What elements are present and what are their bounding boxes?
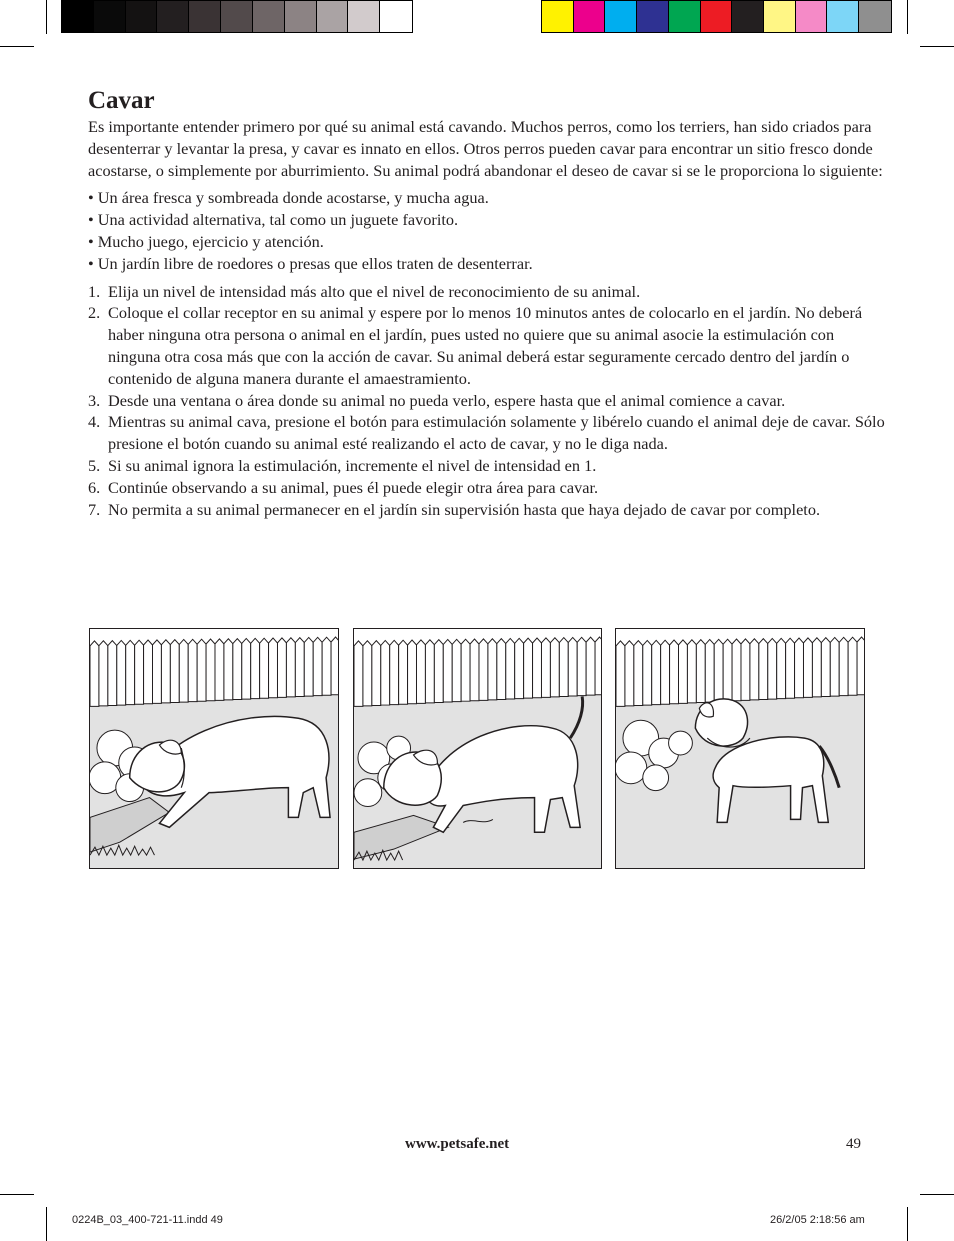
- color-swatch: [764, 1, 796, 32]
- color-swatch: [94, 1, 126, 32]
- color-swatch: [701, 1, 733, 32]
- color-swatch: [126, 1, 158, 32]
- section-heading: Cavar: [88, 87, 155, 114]
- intro-paragraph: Es importante entender primero por qué su animal está cavando. Muchos perros, como los terriers, han sido criados para desenterrar y levantar la presa, y cavar es innato en ellos. Otros perros pueden cavar para encontrar un sitio fresco donde acostarse, o simplemente por aburrimiento. Su animal podrá abandonar el deseo de cavar si se le proporciona lo siguiente:: [88, 117, 883, 180]
- step-number: 6.: [88, 477, 101, 497]
- color-swatch: [542, 1, 574, 32]
- main-content: [88, 116, 888, 520]
- color-swatch: [669, 1, 701, 32]
- color-swatch: [221, 1, 253, 32]
- step-number: 3.: [88, 390, 101, 410]
- crop-mark: [920, 46, 954, 47]
- illustration-dog-stimulated: [353, 628, 602, 869]
- bullet-item: • Un jardín libre de roedores o presas que ellos traten de desenterrar.: [88, 253, 533, 273]
- illustration-dog-stops-digging: [615, 628, 865, 869]
- numbered-steps: [88, 281, 888, 521]
- color-swatch: [827, 1, 859, 32]
- color-swatch: [317, 1, 349, 32]
- color-swatch: [732, 1, 764, 32]
- slug-timestamp: 26/2/05 2:18:56 am: [770, 1214, 865, 1226]
- crop-mark: [907, 0, 908, 34]
- step-text: Elija un nivel de intensidad más alto que el nivel de reconocimiento de su animal.: [108, 281, 641, 301]
- step-number: 7.: [88, 499, 101, 519]
- step-text: Continúe observando a su animal, pues él puede elegir otra área para cavar.: [108, 477, 599, 497]
- step-item: [88, 281, 888, 303]
- step-item: [88, 455, 888, 477]
- color-swatch: [253, 1, 285, 32]
- step-item: [88, 390, 888, 412]
- step-text: Coloque el collar receptor en su animal y espere por lo menos 10 minutos antes de colocarlo en el jardín. No deberá haber ninguna otra persona o animal en el jardín, pues usted no quiere que su animal asocie la estimulación con ninguna otra cosa más que con la acción de cavar. Su animal deberá estar seguramente cercado dentro del jardín o contenido de alguna manera durante el amaestramiento.: [108, 303, 863, 388]
- crop-mark: [46, 1207, 47, 1241]
- color-swatch: [605, 1, 637, 32]
- bullet-item: • Una actividad alternativa, tal como un juguete favorito.: [88, 210, 459, 230]
- step-number: 4.: [88, 412, 101, 432]
- color-swatch: [189, 1, 221, 32]
- step-item: [88, 477, 888, 499]
- page-number: 49: [846, 1136, 861, 1152]
- crop-mark: [907, 1207, 908, 1241]
- bullet-item: • Un área fresca y sombreada donde acostarse, y mucha agua.: [88, 188, 489, 208]
- bullet-item: • Mucho juego, ejercicio y atención.: [88, 231, 324, 251]
- step-text: No permita a su animal permanecer en el jardín sin supervisión hasta que haya dejado de cavar por completo.: [108, 499, 821, 519]
- step-number: 5.: [88, 455, 101, 475]
- crop-mark: [0, 46, 34, 47]
- step-number: 2.: [88, 303, 101, 323]
- color-swatch: [380, 1, 412, 32]
- illustration-dog-digging: [89, 628, 339, 869]
- step-item: [88, 411, 888, 455]
- footer-website: www.petsafe.net: [405, 1136, 510, 1152]
- slug-filename: 0224B_03_400-721-11.indd 49: [72, 1214, 223, 1226]
- crop-mark: [0, 1194, 34, 1195]
- process-color-bar: [541, 0, 892, 33]
- color-swatch: [157, 1, 189, 32]
- crop-mark: [46, 0, 47, 34]
- step-text: Si su animal ignora la estimulación, incremente el nivel de intensidad en 1.: [108, 455, 597, 475]
- step-text: Desde una ventana o área donde su animal no pueda verlo, espere hasta que el animal comience a cavar.: [108, 390, 786, 410]
- step-text: Mientras su animal cava, presione el botón para estimulación solamente y libérelo cuando el animal deje de cavar. Sólo presione el botón cuando su animal esté realizando el acto de cavar, y no le diga nada.: [108, 412, 885, 454]
- color-swatch: [285, 1, 317, 32]
- color-swatch: [859, 1, 891, 32]
- step-item: [88, 302, 888, 389]
- color-swatch: [796, 1, 828, 32]
- crop-mark: [920, 1194, 954, 1195]
- color-swatch: [637, 1, 669, 32]
- bullet-list: [88, 187, 888, 274]
- color-swatch: [574, 1, 606, 32]
- grayscale-color-bar: [61, 0, 413, 33]
- step-number: 1.: [88, 281, 101, 301]
- color-swatch: [62, 1, 94, 32]
- color-swatch: [348, 1, 380, 32]
- step-item: [88, 499, 888, 521]
